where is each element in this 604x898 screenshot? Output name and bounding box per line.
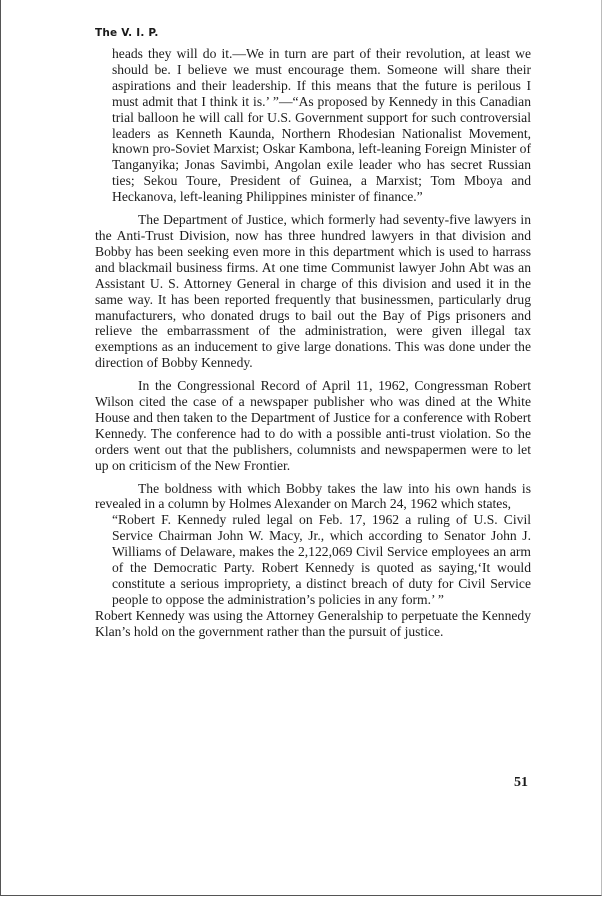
paragraph-continued-quote: heads they will do it.—We in turn are part of their revolution, at least we should be. I believe we must encourage them. Someone will share their aspirations and their leadership. If this means that the future is perilous I must admit that I think it is.’ ”—“As proposed by Kennedy in this Canadian trial balloon he will call for U.S. Government support for such controversial leaders as Kenneth Kaunda, Northern Rhodesian Nationalist Movement, known pro-Soviet Marxist; Oskar Kambona, left-leaning Foreign Minister of Tanganyika; Jonas Savimbi, Angolan exile leader who has secret Russian ties; Sekou Toure, President of Guinea, a Marxist; Tom Mboya and Heckanova, left-leaning Philippines minister of finance.” [112,46,531,205]
paragraph-conclusion: Robert Kennedy was using the Attorney Generalship to perpetuate the Kennedy Klan’s hold on the government rather than the pursuit of justice. [95,607,531,639]
page-number: 51 [514,775,528,790]
paragraph-justice-department: The Department of Justice, which formerly had seventy-five lawyers in the Anti-Trust Division, now has three hundred lawyers in that division and Bobby has been seeking even more in this department which is used to harrass and blackmail business firms. At one time Communist lawyer John Abt was an Assistant U. S. Attorney General in charge of this division and used it in the same way. It has been reported frequently that businessmen, particularly drug manufacturers, who donated drugs to bail out the Bay of Pigs prisoners and relieve the embarrassment of the administration, were given illegal tax exemptions as an inducement to give large donations. This was done under the direction of Bobby Kennedy. [95,212,531,371]
paragraph-holmes-alexander: The boldness with which Bobby takes the law into his own hands is revealed in a column by Holmes Alexander on March 24, 1962 which states, [95,480,531,512]
paragraph-congressional-record: In the Congressional Record of April 11, 1962, Congressman Robert Wilson cited the case of a newspaper publisher who was dined at the White House and then taken to the Department of Justice for a conference with Robert Kennedy. The conference had to do with a possible anti-trust violation. So the orders went out that the publishers, columnists and newspapermen were to let up on criticism of the New Frontier. [95,378,531,473]
block-quote-civil-service: “Robert F. Kennedy ruled legal on Feb. 17, 1962 a ruling of U.S. Civil Service Chairman John W. Macy, Jr., which according to Senator John J. Williams of Delaware, makes the 2,122,069 Civil Service employees an arm of the Democratic Party. Robert Kennedy is quoted as saying,‘It would constitute a serious impropriety, a distinct breach of duty for Civil Service people to oppose the administration’s policies in any form.’ ” [112,512,531,607]
running-head: The V. I. P. [95,27,159,39]
body-text [95,46,531,640]
